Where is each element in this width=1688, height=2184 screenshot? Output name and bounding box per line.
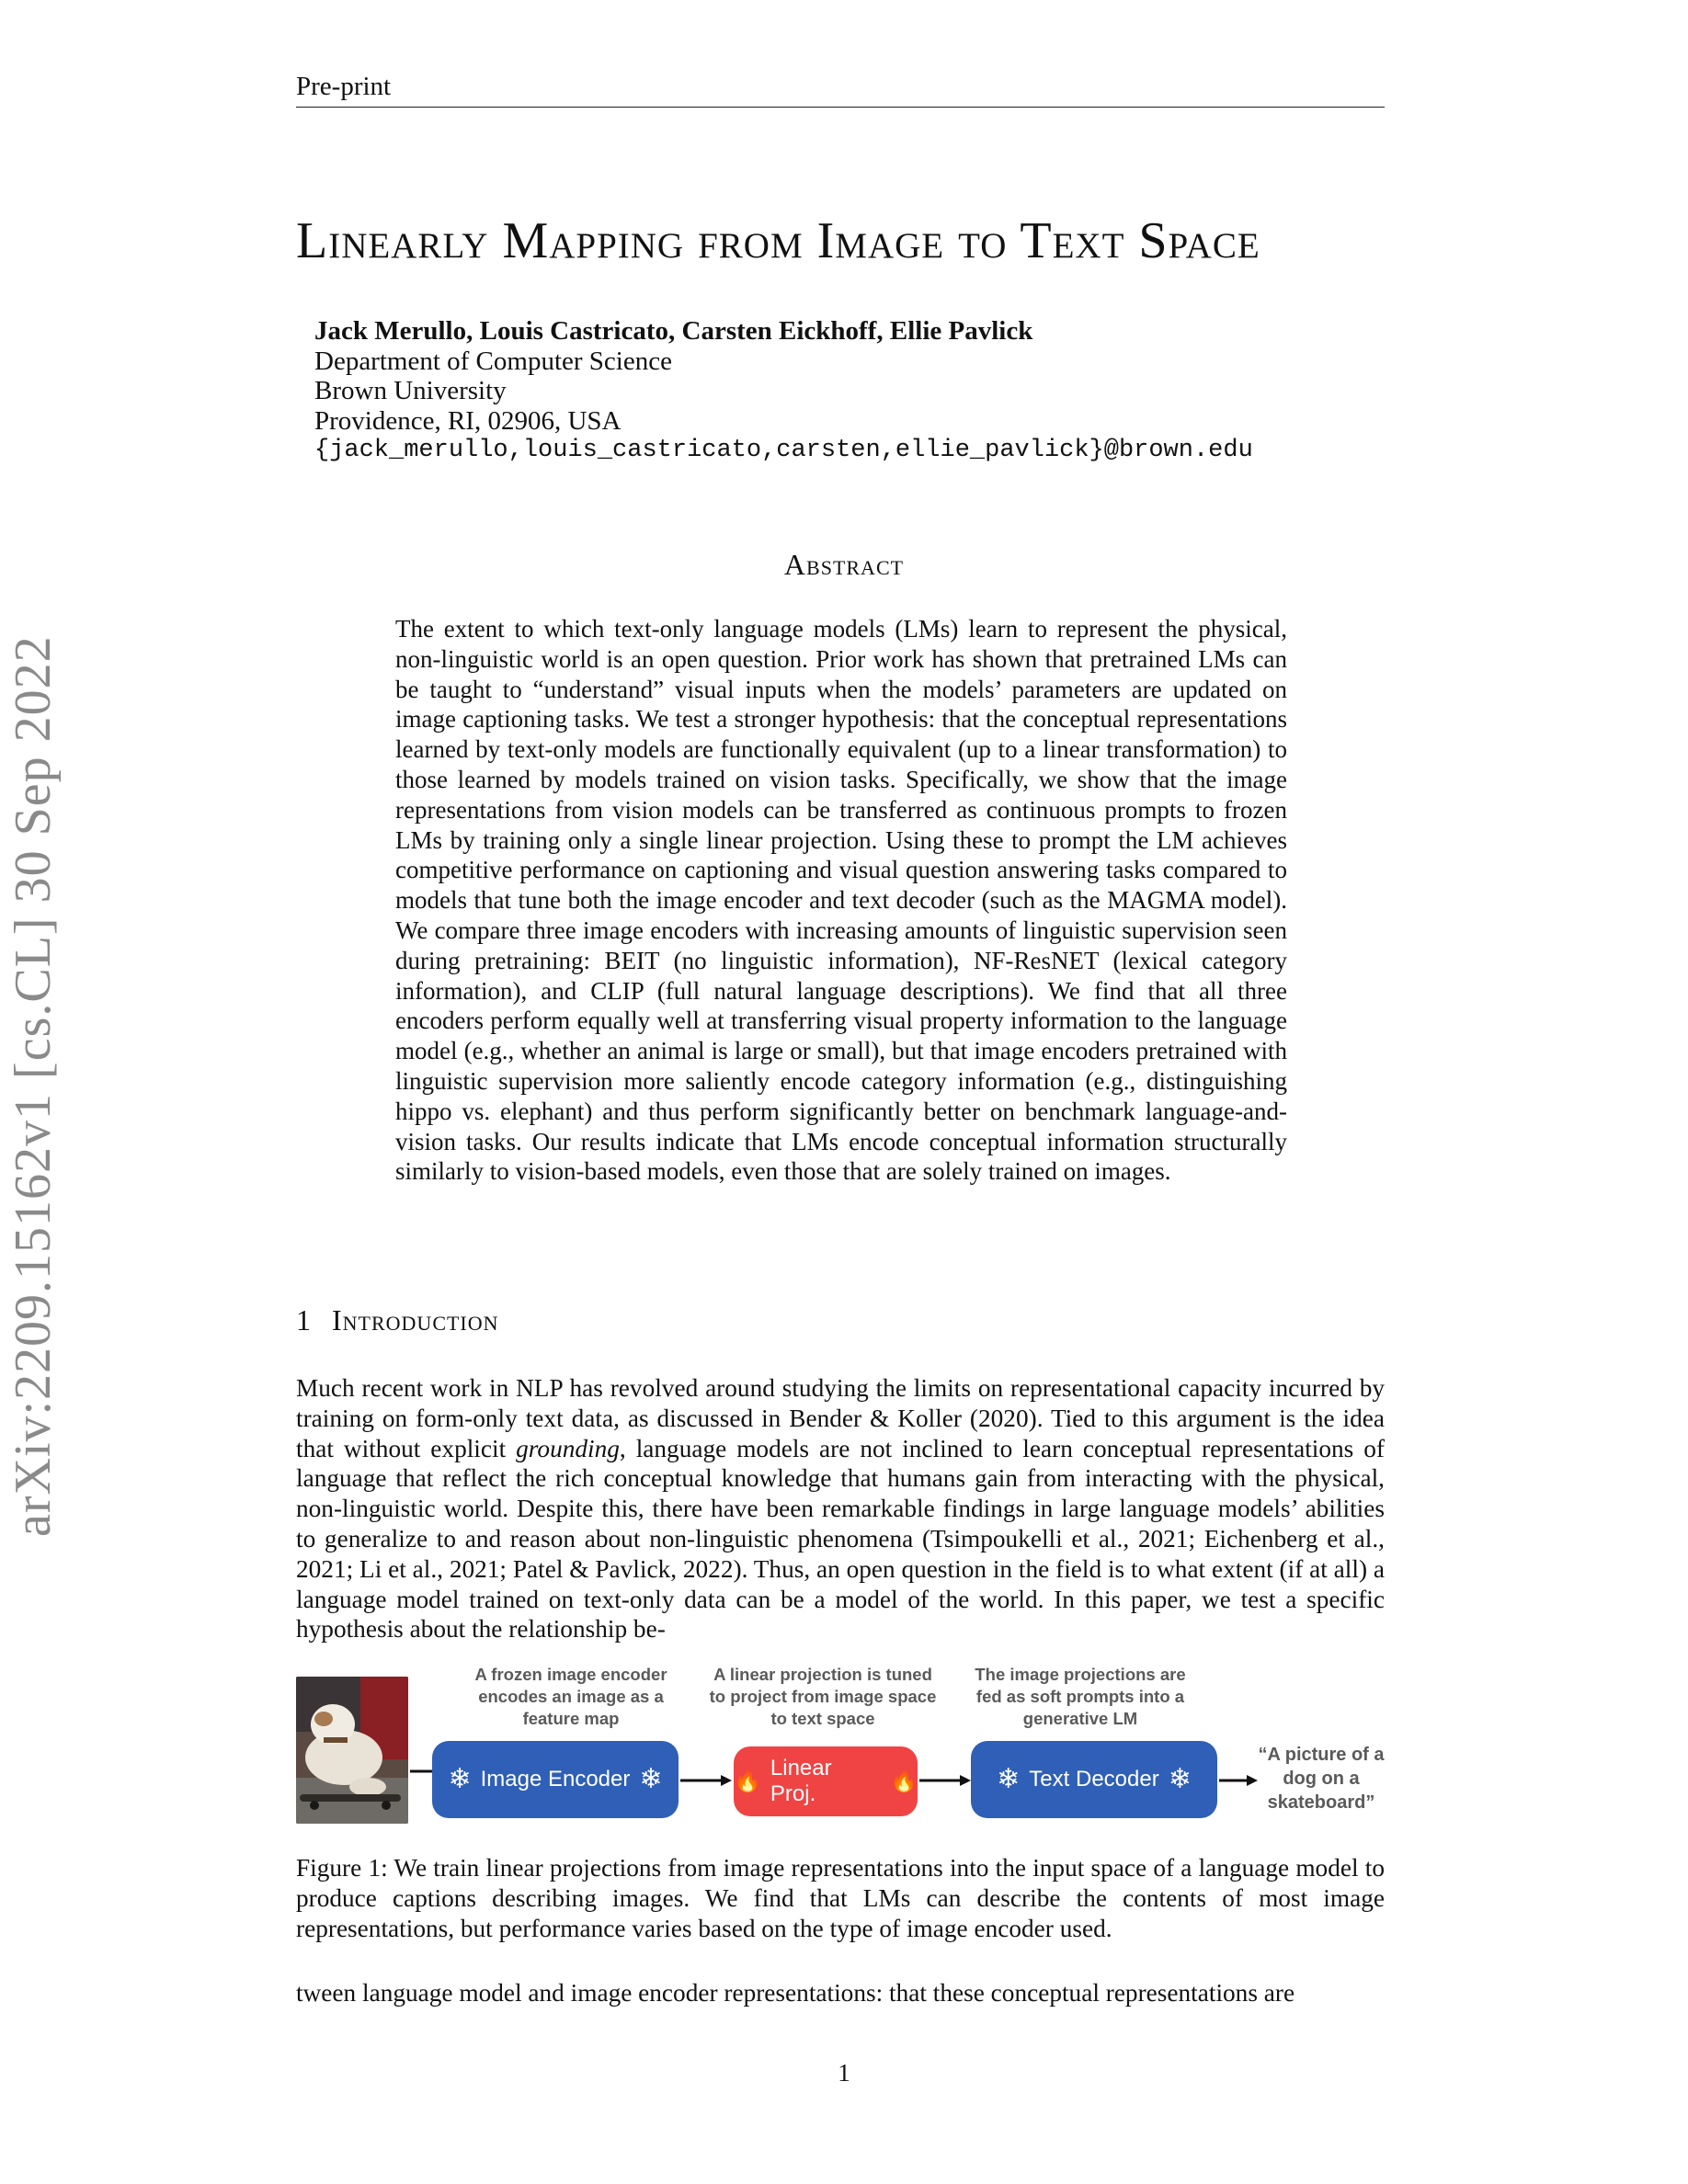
snowflake-icon: ❄ bbox=[639, 1764, 663, 1794]
caption-image-encoder: A frozen image encoder encodes an image as a feature map bbox=[474, 1665, 667, 1728]
arrow-encoder-to-projection bbox=[680, 1774, 732, 1785]
introduction-paragraph bbox=[296, 1373, 1385, 1644]
caption-linear-projection: A linear projection is tuned to project from image space to text space bbox=[709, 1665, 937, 1728]
snowflake-icon: ❄ bbox=[448, 1764, 472, 1794]
figure-1 bbox=[296, 1664, 1385, 1835]
author-block bbox=[314, 316, 1253, 466]
section-heading-introduction bbox=[296, 1303, 499, 1337]
figure-1-caption: Figure 1: We train linear projections from image representations into the input space of a language model to produce captions describing images. We find that LMs can describe the contents of most image representations, but performance varies based on the type of image encoder used. bbox=[296, 1854, 1385, 1942]
flame-icon: 🔥 bbox=[734, 1769, 761, 1793]
author-address: Providence, RI, 02906, USA bbox=[314, 405, 622, 436]
snowflake-icon: ❄ bbox=[1168, 1764, 1192, 1794]
arrow-projection-to-decoder bbox=[919, 1774, 971, 1785]
caption-text-decoder: The image projections are fed as soft prompts into a generative LM bbox=[975, 1665, 1186, 1728]
linear-projection-label: Linear Proj. bbox=[770, 1756, 832, 1806]
section-title: Introduction bbox=[332, 1303, 499, 1337]
arxiv-stamp: arXiv:2209.15162v1 [cs.CL] 30 Sep 2022 bbox=[5, 635, 62, 1537]
running-head: Pre-print bbox=[296, 72, 392, 101]
text-decoder-box bbox=[971, 1741, 1217, 1818]
page-number: 1 bbox=[838, 2059, 850, 2087]
header-rule bbox=[296, 107, 1385, 108]
flame-icon: 🔥 bbox=[890, 1769, 918, 1793]
image-encoder-label: Image Encoder bbox=[480, 1767, 631, 1792]
paper-title: Linearly Mapping from Image to Text Space bbox=[296, 212, 1260, 269]
intro-text-part2: , language models are not inclined to learn conceptual representations of language that reflect the rich conceptual knowledge that humans gain from interacting with the physical, non-linguistic world. Despite this, there have been remarkable findings in large language models’ abilities to generalize to and reason about non-linguistic phenomena (Tsimpoukelli et al., 2021; Eichenberg et al., 2021; Li et al., 2021; Patel & Pavlick, 2022). Thus, an open question in the field is to what extent (if at all) a language model trained on text-only data can be a model of the world. In this paper, we test a specific hypothesis about the relationship be- bbox=[296, 1434, 1385, 1644]
continuation-text: tween language model and image encoder representations: that these conceptual representations are bbox=[296, 1979, 1295, 2007]
dog-skateboard-image bbox=[296, 1677, 408, 1824]
author-email: {jack_merullo,louis_castricato,carsten,ellie_pavlick}@brown.edu bbox=[314, 437, 1253, 464]
linear-projection-box bbox=[734, 1746, 918, 1816]
intro-emphasis: grounding bbox=[516, 1434, 620, 1462]
section-number: 1 bbox=[296, 1303, 312, 1337]
author-names: Jack Merullo, Louis Castricato, Carsten Eickhoff, Ellie Pavlick bbox=[314, 316, 1033, 346]
generated-caption-output: “A picture of a dog on a skateboard” bbox=[1258, 1745, 1385, 1813]
snowflake-icon: ❄ bbox=[997, 1764, 1021, 1794]
author-department: Department of Computer Science bbox=[314, 346, 672, 376]
intro-text-part1: Much recent work in NLP has revolved around studying the limits on representational capacity incurred by training on form-only text data, as discussed in Bender & Koller (2020). Tied to this argument is the idea that without explicit bbox=[296, 1374, 1385, 1462]
abstract-text: The extent to which text-only language models (LMs) learn to represent the physical, non-linguistic world is an open question. Prior work has shown that pretrained LMs can be taught to “understand” visual inputs when the models’ parameters are updated on image captioning tasks. We test a stronger hypothesis: that the conceptual representations learned by text-only models are functionally equivalent (up to a linear transformation) to those learned by models trained on vision tasks. Specifically, we show that the image representations from vision models can be transferred as continuous prompts to frozen LMs by training only a single linear projection. Using these to prompt the LM achieves competitive performance on captioning and visual question answering tasks compared to models that tune both the image encoder and text decoder (such as the MAGMA model). We compare three image encoders with increasing amounts of linguistic supervision seen during pretraining: BEIT (no linguistic information), NF-ResNET (lexical category information), and CLIP (full natural language descriptions). We find that all three encoders perform equally well at transferring visual property information to the language model (e.g., whether an animal is large or small), but that image encoders pretrained with linguistic supervision more saliently encode category information (e.g., distinguishing hippo vs. elephant) and thus perform significantly better on benchmark language-and-vision tasks. Our results indicate that LMs encode conceptual information structurally similarly to vision-based models, even those that are solely trained on images. bbox=[395, 615, 1287, 1186]
image-encoder-box bbox=[432, 1741, 679, 1818]
author-university: Brown University bbox=[314, 376, 507, 405]
text-decoder-label: Text Decoder bbox=[1029, 1767, 1159, 1792]
abstract-heading: Abstract bbox=[783, 548, 905, 581]
